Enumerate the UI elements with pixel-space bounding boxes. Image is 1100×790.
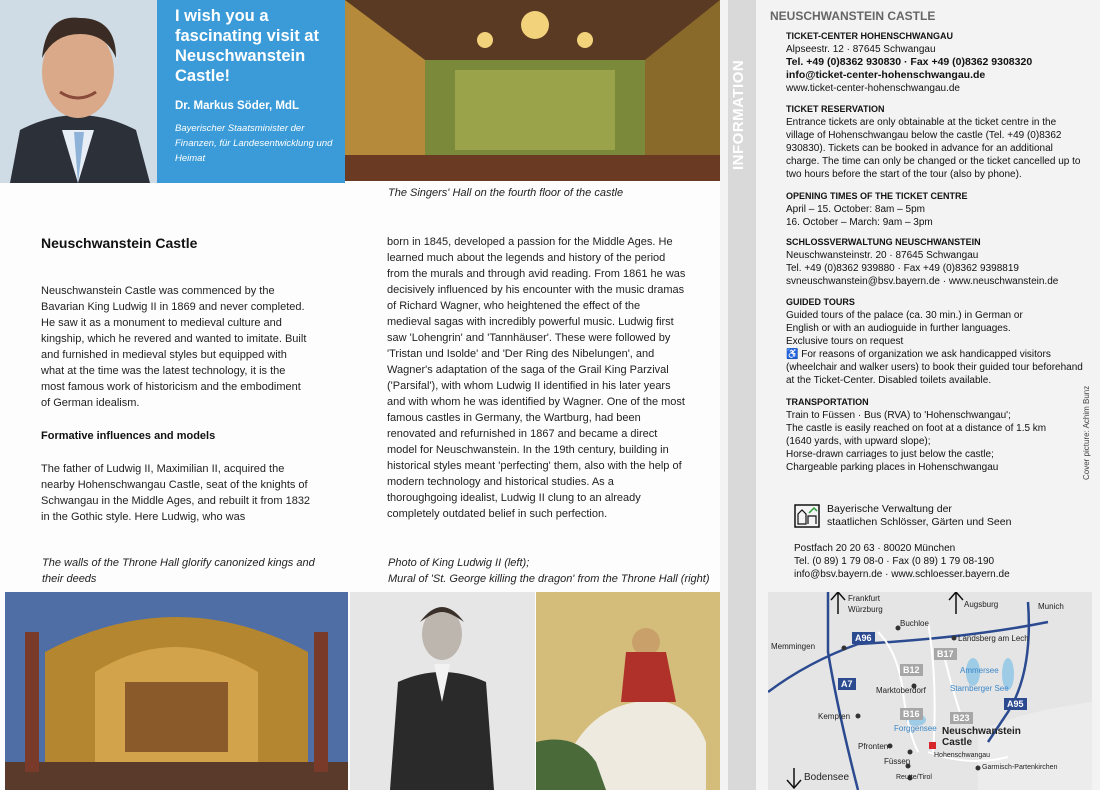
opening-line-2: 16. October – March: 9am – 3pm — [786, 217, 933, 228]
road-a7: A7 — [838, 678, 856, 690]
map-label-augsburg: Augsburg — [964, 600, 999, 609]
map-roads — [768, 592, 1092, 790]
ticket-center-address: Alpseestr. 12 · 87645 Schwangau — [786, 44, 936, 55]
info-title: NEUSCHWANSTEIN CASTLE — [770, 9, 936, 23]
org-address: Postfach 20 20 63 · 80020 München — [794, 543, 956, 554]
route-map — [768, 592, 1092, 790]
welcome-author: Dr. Markus Söder, MdL — [175, 100, 299, 112]
ludwig-illustration — [350, 592, 535, 790]
map-label-starnberger: Starnberger See — [950, 684, 1009, 693]
ticket-center-block — [786, 30, 1086, 95]
welcome-box — [157, 0, 345, 183]
map-label-marktoberdorf: Marktoberdorf — [876, 686, 926, 695]
tours-line-4: For reasons of organization we ask handicapped visitors (wheelchair and walker users) to book their guided tour beforehand at the Ticket-Center. Disabled toilets available. — [786, 349, 1083, 386]
map-label-bodensee: Bodensee — [804, 772, 850, 783]
photo-caption — [388, 555, 718, 587]
map-label-buchloe: Buchloe — [900, 619, 929, 628]
singers-hall-caption: The Singers' Hall on the fourth floor of the castle — [388, 187, 624, 199]
map-label-landsberg: Landsberg am Lech — [958, 634, 1029, 643]
org-phone: Tel. (0 89) 1 79 08-0 · Fax (0 89) 1 79 08-190 — [794, 556, 995, 567]
tours-accessibility — [786, 348, 1086, 387]
road-b12: B12 — [900, 664, 923, 676]
org-contact — [794, 542, 1074, 581]
road-a95: A95 — [1004, 698, 1027, 710]
road-a96: A96 — [852, 632, 875, 644]
administration-phone: Tel. +49 (0)8362 939880 · Fax +49 (0)8362 9398819 — [786, 263, 1019, 274]
map-label-frankfurt: Frankfurt — [848, 594, 881, 603]
cover-credit: Cover picture: Achim Bunz — [1082, 385, 1091, 480]
map-label-pfronten: Pfronten — [858, 742, 889, 751]
road-b17: B17 — [934, 648, 957, 660]
ticket-center-web[interactable]: www.ticket-center-hohenschwangau.de — [786, 83, 960, 94]
transport-line-2: The castle is easily reached on foot at a distance of 1.5 km — [786, 423, 1047, 434]
minister-portrait — [0, 0, 157, 183]
org-name-line-2: staatlichen Schlösser, Gärten und Seen — [827, 516, 1012, 528]
opening-heading: OPENING TIMES OF THE TICKET CENTRE — [786, 191, 968, 201]
administration-web[interactable]: svneuschwanstein@bsv.bayern.de · www.neuschwanstein.de — [786, 276, 1059, 287]
transport-block — [786, 396, 1086, 474]
article-paragraph-1: Neuschwanstein Castle was commenced by the Bavarian King Ludwig II in 1869 and never completed. He saw it as a monument to medieval culture and kingship, which he revered and wanted to imitate. Built and furnished in medieval styles but equipped with what at the time was the latest technology, it is the most famous work of historicism and the embodiment of German idealism. — [41, 285, 307, 409]
road-b16: B16 — [900, 708, 923, 720]
tours-block — [786, 296, 1086, 387]
map-label-reutte: Reutte/Tirol — [896, 774, 932, 781]
singers-hall-photo — [345, 0, 720, 181]
welcome-role: Bayerischer Staatsminister der Finanzen, für Landesentwicklung und Heimat — [175, 123, 333, 164]
org-name — [827, 503, 1011, 529]
road-b23: B23 — [950, 712, 973, 724]
welcome-title: I wish you a fascinating visit at Neuschwanstein Castle! — [175, 7, 319, 85]
ludwig-photo — [350, 592, 535, 790]
singers-hall-illustration — [345, 0, 720, 181]
administration-heading: SCHLOSSVERWALTUNG NEUSCHWANSTEIN — [786, 237, 981, 247]
map-label-castle-line-1: Neuschwanstein — [942, 726, 1021, 737]
info-vertical-label — [730, 146, 747, 170]
throne-hall-photo — [5, 592, 348, 790]
article-subtitle: Formative influences and models — [41, 430, 216, 442]
map-label-memmingen: Memmingen — [771, 642, 816, 651]
tours-line-1: Guided tours of the palace (ca. 30 min.) in German or — [786, 310, 1023, 321]
reservation-text: Entrance tickets are only obtainable at the ticket centre in the village of Hohenschwangau below the castle (Tel. +49 (0)8362 930830). Tickets can be booked in advance for an additional charge. The time can only be changed or the ticket cancelled up to two hours before the start of the tour (also by phone). — [786, 117, 1081, 180]
opening-block — [786, 190, 1086, 229]
mural-illustration — [536, 592, 721, 790]
org-web[interactable]: info@bsv.bayern.de · www.schloesser.bayern.de — [794, 569, 1010, 580]
ticket-center-heading: TICKET-CENTER HOHENSCHWANGAU — [786, 31, 954, 41]
ticket-center-email[interactable]: info@ticket-center-hohenschwangau.de — [786, 69, 986, 81]
transport-line-5: Chargeable parking places in Hohenschwangau — [786, 462, 999, 473]
photo-caption-line-1: Photo of King Ludwig II (left); — [388, 557, 530, 569]
article-paragraph-2: The father of Ludwig II, Maximilian II, acquired the nearby Hohenschwangau Castle, seat of the knights of Schwangau in the Middle Ages, and rebuilt it from 1832 in the Gothic style. Here Ludwig, who was — [41, 463, 311, 523]
reservation-block — [786, 103, 1086, 181]
transport-line-1: Train to Füssen · Bus (RVA) to 'Hohenschwangau'; — [786, 410, 1011, 421]
portrait-illustration — [0, 0, 157, 183]
administration-block — [786, 236, 1086, 288]
map-label-wuerzburg: Würzburg — [848, 605, 883, 614]
tours-line-3: Exclusive tours on request — [786, 336, 904, 347]
map-label-forggensee: Forggensee — [894, 724, 937, 733]
map-label-garmisch: Garmisch-Partenkirchen — [982, 764, 1058, 771]
st-george-mural-photo — [536, 592, 721, 790]
tours-line-2: English or with an audioguide in further languages. — [786, 323, 1011, 334]
map-label-munich: Munich — [1038, 602, 1064, 611]
tours-heading: GUIDED TOURS — [786, 297, 855, 307]
throne-hall-illustration — [5, 592, 348, 790]
ticket-center-phone: Tel. +49 (0)8362 930830 · Fax +49 (0)8362 9308320 — [786, 56, 1033, 68]
transport-line-4: Horse-drawn carriages to just below the castle; — [786, 449, 994, 460]
article-title: Neuschwanstein Castle — [41, 235, 198, 251]
administration-address: Neuschwansteinstr. 20 · 87645 Schwangau — [786, 250, 979, 261]
org-name-line-1: Bayerische Verwaltung der — [827, 503, 952, 515]
opening-line-1: April – 15. October: 8am – 5pm — [786, 204, 925, 215]
photo-caption-line-2: Mural of 'St. George killing the dragon' from the Throne Hall (right) — [388, 573, 710, 585]
transport-line-3: (1640 yards, with upward slope); — [786, 436, 931, 447]
reservation-heading: TICKET RESERVATION — [786, 104, 885, 114]
wheelchair-icon: ♿ — [786, 349, 802, 360]
transport-heading: TRANSPORTATION — [786, 397, 869, 407]
map-label-kempten: Kempten — [818, 712, 851, 721]
article-paragraph-3: born in 1845, developed a passion for the Middle Ages. He learned much about the legends and history of the period from the murals and through avid reading. From 1861 he was decisively influenced by his encounter with the music dramas of Richard Wagner, who heightened the effect of the medieval sagas with incredibly powerful music. Ludwig first saw 'Lohengrin' and 'Tannhäuser'. These were followed by 'Tristan und Isolde' and 'Der Ring des Nibelungen', and Wagner's adaptation of the saga of the Grail King Parzival ('Parsifal'), with whom Ludwig II identified in his later years and with whom he was identified by Wagner. One of the most famous castles in Germany, the Wartburg, had been renovated and refurnished in 1867 and became a direct model for Neuschwanstein. In the 19th century, building in historical styles meant 'perfecting' them, also with the help of modern technology and historical studies. As a thoroughgoing idealist, Ludwig II clung to an already completely outdated belief in such perfection. — [387, 236, 686, 520]
map-label-fuessen: Füssen — [884, 757, 911, 766]
castle-marker — [929, 742, 936, 749]
throne-hall-caption: The walls of the Throne Hall glorify canonized kings and their deeds — [42, 557, 315, 585]
bsv-logo-icon — [794, 504, 820, 528]
map-label-hohenschwangau: Hohenschwangau — [934, 752, 991, 759]
map-label-ammersee: Ammersee — [960, 666, 999, 675]
map-label-castle-line-2: Castle — [942, 737, 973, 748]
